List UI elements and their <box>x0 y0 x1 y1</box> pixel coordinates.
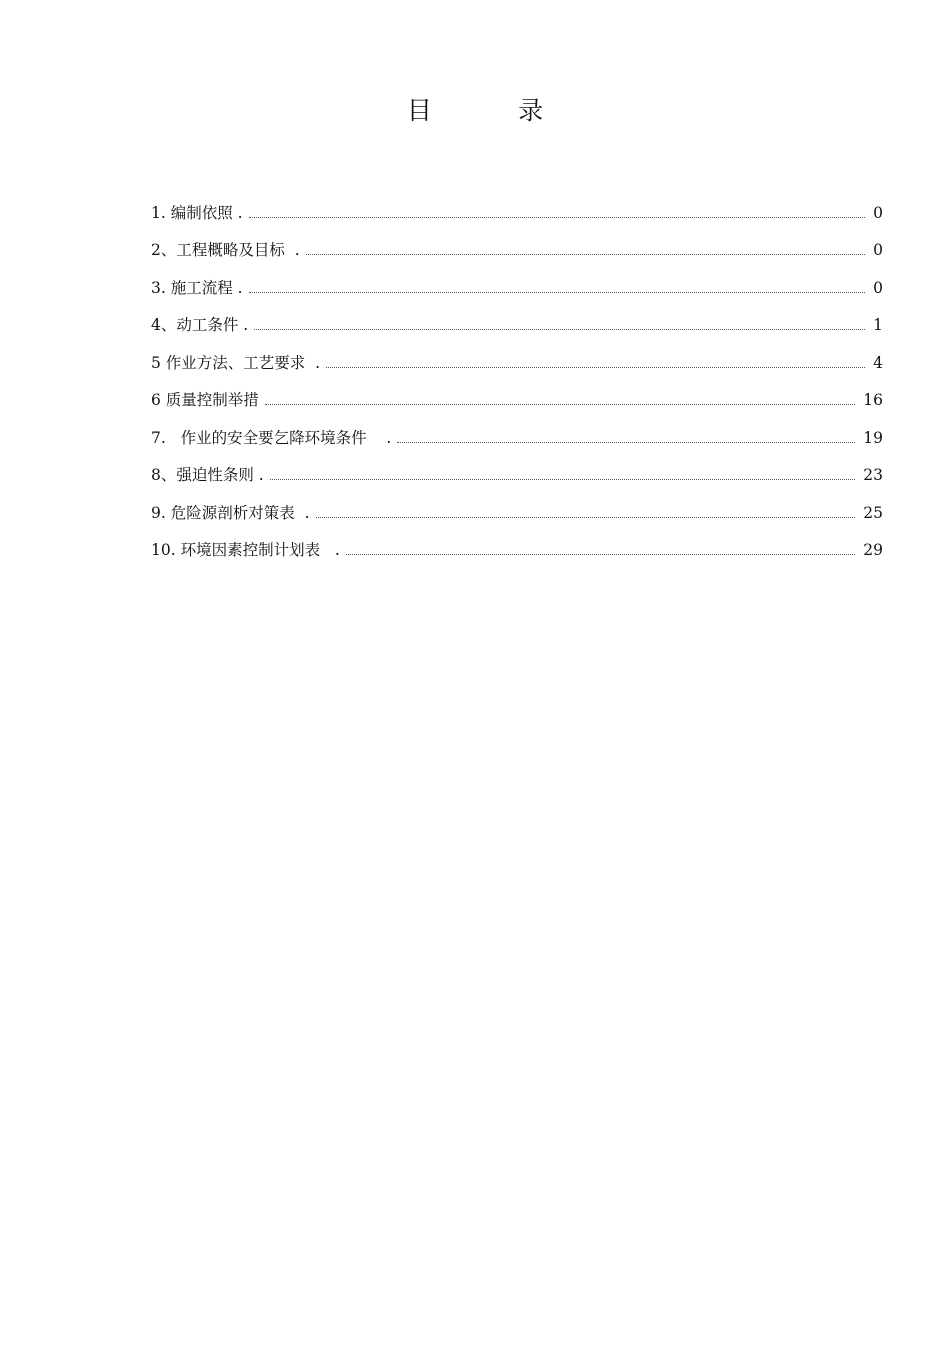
dot-leader <box>316 516 856 518</box>
dot-leader <box>254 328 865 330</box>
table-of-contents <box>151 186 883 561</box>
toc-entry-label: 7. 作业的安全要乞降环境条件 . <box>151 428 392 447</box>
toc-page-number: 25 <box>863 503 883 522</box>
toc-page-number: 1 <box>873 316 883 334</box>
toc-entry-1[interactable] <box>151 186 883 224</box>
toc-page-number: 29 <box>863 541 883 559</box>
toc-entry-label: 5 作业方法、工艺要求 . <box>151 353 321 372</box>
toc-entry-10[interactable] <box>151 524 883 562</box>
title-char-1: 目 <box>406 96 432 125</box>
toc-entry-label: 10. 环境因素控制计划表 . <box>151 541 340 559</box>
dot-leader <box>249 291 865 293</box>
toc-entry-label: 4、动工条件 . <box>151 316 249 334</box>
toc-page-number: 23 <box>863 466 883 484</box>
toc-page-number: 19 <box>863 428 883 447</box>
toc-entry-6[interactable] <box>151 374 883 412</box>
toc-entry-label: 1. 编制依照 . <box>151 203 243 222</box>
toc-entry-2[interactable] <box>151 224 883 262</box>
toc-page-number: 0 <box>873 241 883 259</box>
toc-entry-8[interactable] <box>151 449 883 487</box>
toc-entry-label: 8、强迫性条则 . <box>151 466 264 484</box>
toc-page-number: 0 <box>873 203 883 222</box>
dot-leader <box>326 366 865 368</box>
toc-entry-4[interactable] <box>151 299 883 337</box>
dot-leader <box>346 553 855 555</box>
toc-entry-3[interactable] <box>151 261 883 299</box>
toc-entry-label: 6 质量控制举措 <box>151 391 259 409</box>
toc-entry-label: 3. 施工流程 . <box>151 278 243 297</box>
toc-entry-7[interactable] <box>151 411 883 449</box>
toc-entry-label: 9. 危险源剖析对策表 . <box>151 503 310 522</box>
dot-leader <box>265 403 855 405</box>
title-char-2: 录 <box>518 96 544 125</box>
dot-leader <box>306 253 865 255</box>
dot-leader <box>397 441 855 443</box>
toc-page-number: 0 <box>873 278 883 297</box>
toc-page-number: 4 <box>873 353 883 372</box>
dot-leader <box>249 216 865 218</box>
page-title <box>0 94 950 128</box>
toc-entry-label: 2、工程概略及目标 . <box>151 241 300 259</box>
dot-leader <box>270 478 856 480</box>
toc-entry-5[interactable] <box>151 336 883 374</box>
toc-page-number: 16 <box>863 391 883 409</box>
toc-entry-9[interactable] <box>151 486 883 524</box>
